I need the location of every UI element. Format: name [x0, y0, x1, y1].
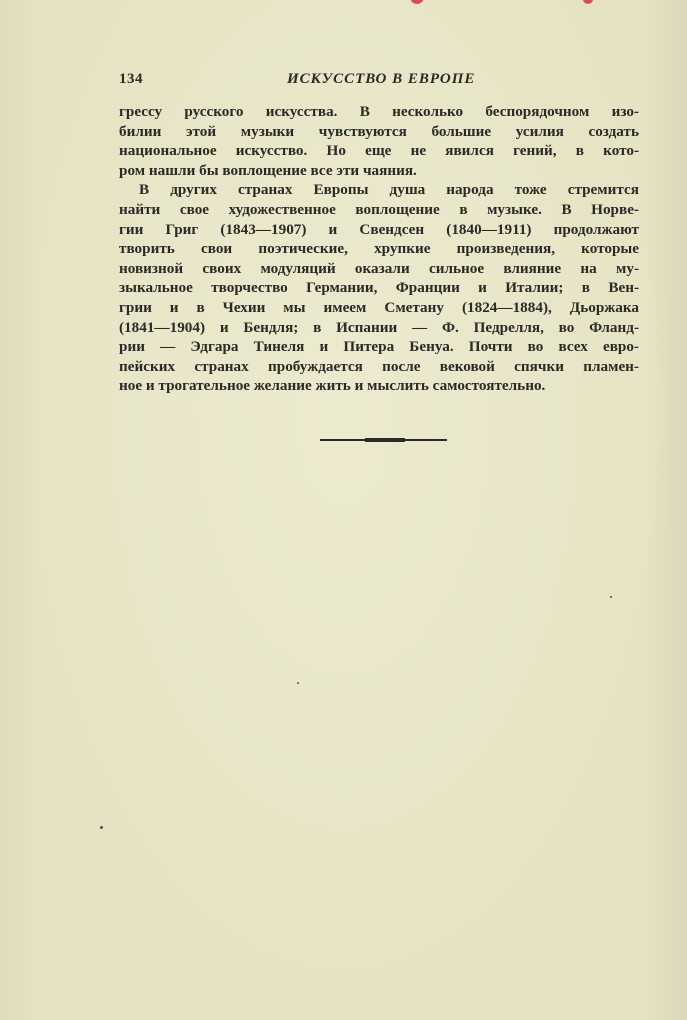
page-number: 134: [119, 71, 143, 87]
text-line: пейских странах пробуждается после вековой спячки пламен-: [119, 357, 639, 375]
text-line: грессу русского искусства. В несколько беспорядочном изо-: [119, 103, 639, 120]
running-header: ИСКУССТВО В ЕВРОПЕ: [287, 71, 476, 87]
text-line: творить свои поэтические, хрупкие произведения, которые: [119, 240, 639, 258]
page-edge-mark: [410, 0, 424, 4]
rule-center: [365, 438, 405, 442]
body-text: [119, 102, 639, 396]
paper-speck: [297, 682, 299, 684]
paper-speck: [100, 826, 103, 829]
section-end-rule: [320, 438, 447, 442]
paragraph: [119, 102, 639, 180]
text-line: национальное искусство. Но еще не явился гений, в кото-: [119, 142, 639, 160]
text-line: билии этой музыки чувствуются большие усилия создать: [119, 122, 639, 140]
text-line: ное и трогательное желание жить и мыслить самостоятельно.: [119, 377, 546, 395]
paper-speck: [610, 596, 612, 598]
text-line: грии и в Чехии мы имеем Сметану (1824—1884), Дьоржака: [119, 298, 639, 316]
text-line: (1841—1904) и Бендля; в Испании — Ф. Педрелля, во Фланд-: [119, 318, 639, 336]
text-line: новизной своих модуляций оказали сильное влияние на му-: [119, 259, 639, 277]
text-line: В других странах Европы душа народа тоже стремится: [139, 181, 639, 199]
text-line: рии — Эдгара Тинеля и Питера Бенуа. Почти во всех евро-: [119, 338, 639, 356]
text-line: гии Григ (1843—1907) и Свендсен (1840—1911) продолжают: [119, 220, 639, 238]
text-line: ром нашли бы воплощение все эти чаяния.: [119, 161, 417, 179]
paragraph: [119, 180, 639, 396]
page-edge-mark: [583, 0, 593, 4]
text-line: зыкальное творчество Германии, Франции и Италии; в Вен-: [119, 279, 639, 297]
text-line: найти свое художественное воплощение в музыке. В Норве-: [119, 200, 639, 218]
